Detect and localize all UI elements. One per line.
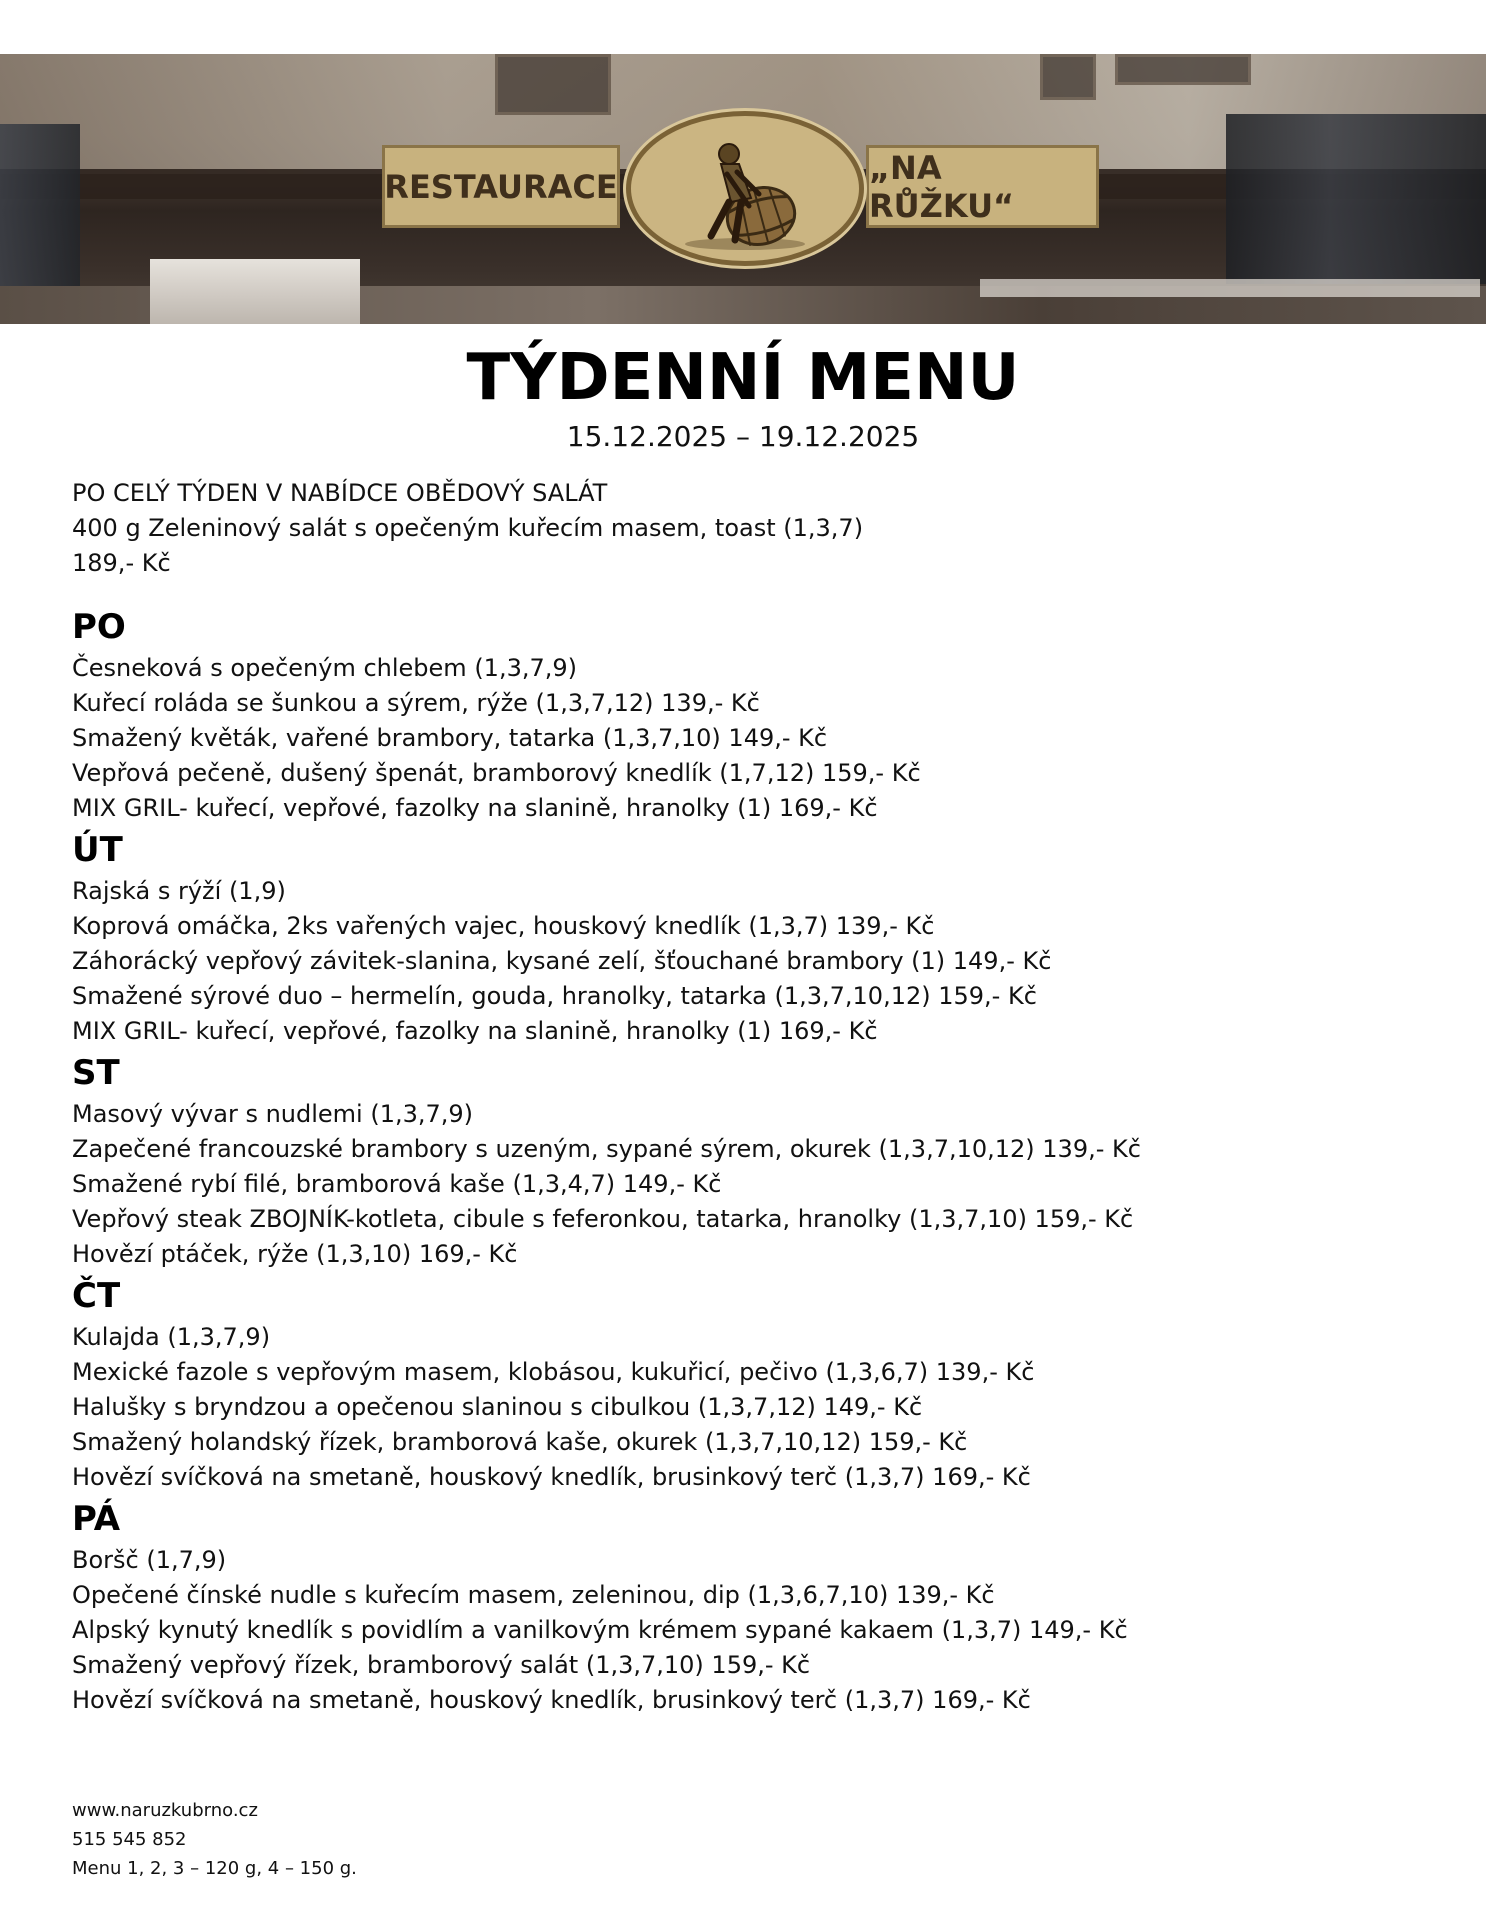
menu-item: Hovězí svíčková na smetaně, houskový knedlík, brusinkový terč (1,3,7) 169,- Kč: [72, 1463, 1031, 1491]
day-section-pa: [72, 1495, 1452, 1718]
banner-counter: [150, 259, 360, 324]
day-heading: ST: [72, 1053, 120, 1093]
menu-content: [72, 476, 1452, 1718]
weekly-salad-heading: PO CELÝ TÝDEN V NABÍDCE OBĚDOVÝ SALÁT: [72, 479, 608, 507]
logo-right-bar: [866, 145, 1099, 228]
menu-item: Kulajda (1,3,7,9): [72, 1323, 271, 1351]
day-section-ct: [72, 1272, 1452, 1495]
page-title: TÝDENNÍ MENU: [466, 341, 1020, 415]
logo-oval: [626, 111, 864, 266]
banner-shelf: [0, 124, 80, 294]
footer: [72, 1796, 357, 1883]
menu-item: Zapečené francouzské brambory s uzeným, sypané sýrem, okurek (1,3,7,10,12) 139,- Kč: [72, 1135, 1141, 1163]
wall-picture: [1040, 54, 1096, 100]
menu-item: Smažený květák, vařené brambory, tatarka (1,3,7,10) 149,- Kč: [72, 724, 828, 752]
menu-item: MIX GRIL- kuřecí, vepřové, fazolky na slanině, hranolky (1) 169,- Kč: [72, 794, 878, 822]
logo-left-text: RESTAURACE: [384, 167, 618, 206]
menu-item: MIX GRIL- kuřecí, vepřové, fazolky na slanině, hranolky (1) 169,- Kč: [72, 1017, 878, 1045]
day-heading: ČT: [72, 1276, 121, 1316]
header-banner: [0, 54, 1486, 324]
day-heading: PÁ: [72, 1499, 121, 1539]
menu-item: Česneková s opečeným chlebem (1,3,7,9): [72, 654, 578, 682]
barrel-man-icon: [631, 116, 859, 261]
phone-number: 515 545 852: [72, 1829, 187, 1850]
day-section-st: [72, 1049, 1452, 1272]
portion-note: Menu 1, 2, 3 – 120 g, 4 – 150 g.: [72, 1858, 357, 1879]
website-link[interactable]: www.naruzkubrno.cz: [72, 1800, 258, 1821]
day-heading: PO: [72, 607, 126, 647]
menu-item: Koprová omáčka, 2ks vařených vajec, houskový knedlík (1,3,7) 139,- Kč: [72, 912, 935, 940]
date-range: 15.12.2025 – 19.12.2025: [566, 420, 920, 453]
weekly-salad-item: 400 g Zeleninový salát s opečeným kuřecím masem, toast (1,3,7): [72, 514, 864, 542]
menu-item: Vepřová pečeně, dušený špenát, bramborový knedlík (1,7,12) 159,- Kč: [72, 759, 921, 787]
menu-item: Boršč (1,7,9): [72, 1546, 227, 1574]
wall-picture: [1115, 54, 1251, 85]
menu-item: Mexické fazole s vepřovým masem, klobásou, kukuřicí, pečivo (1,3,6,7) 139,- Kč: [72, 1358, 1035, 1386]
menu-item: Kuřecí roláda se šunkou a sýrem, rýže (1,3,7,12) 139,- Kč: [72, 689, 760, 717]
day-section-po: [72, 603, 1452, 826]
logo-left-bar: [382, 145, 620, 228]
weekly-salad: [72, 476, 1452, 581]
weekly-salad-price: 189,- Kč: [72, 549, 171, 577]
menu-item: Alpský kynutý knedlík s povidlím a vanilkovým krémem sypané kakaem (1,3,7) 149,- Kč: [72, 1616, 1128, 1644]
banner-table: [980, 279, 1480, 297]
menu-item: Vepřový steak ZBOJNÍK-kotleta, cibule s feferonkou, tatarka, hranolky (1,3,7,10) 159,- Kč: [72, 1205, 1134, 1233]
menu-item: Smažené rybí filé, bramborová kaše (1,3,4,7) 149,- Kč: [72, 1170, 722, 1198]
menu-item: Smažený vepřový řízek, bramborový salát (1,3,7,10) 159,- Kč: [72, 1651, 811, 1679]
menu-item: Smažené sýrové duo – hermelín, gouda, hranolky, tatarka (1,3,7,10,12) 159,- Kč: [72, 982, 1037, 1010]
banner-shelf: [1226, 114, 1486, 284]
menu-item: Smažený holandský řízek, bramborová kaše, okurek (1,3,7,10,12) 159,- Kč: [72, 1428, 968, 1456]
day-heading: ÚT: [72, 830, 123, 870]
menu-item: Halušky s bryndzou a opečenou slaninou s cibulkou (1,3,7,12) 149,- Kč: [72, 1393, 923, 1421]
menu-item: Hovězí ptáček, rýže (1,3,10) 169,- Kč: [72, 1240, 518, 1268]
day-section-ut: [72, 826, 1452, 1049]
menu-item: Záhorácký vepřový závitek-slanina, kysané zelí, šťouchané brambory (1) 149,- Kč: [72, 947, 1052, 975]
menu-item: Opečené čínské nudle s kuřecím masem, zeleninou, dip (1,3,6,7,10) 139,- Kč: [72, 1581, 995, 1609]
menu-item: Masový vývar s nudlemi (1,3,7,9): [72, 1100, 474, 1128]
menu-item: Hovězí svíčková na smetaně, houskový knedlík, brusinkový terč (1,3,7) 169,- Kč: [72, 1686, 1031, 1714]
wall-picture: [495, 54, 611, 115]
menu-item: Rajská s rýží (1,9): [72, 877, 286, 905]
logo-right-text: „NA RŮŽKU“: [869, 148, 1015, 225]
